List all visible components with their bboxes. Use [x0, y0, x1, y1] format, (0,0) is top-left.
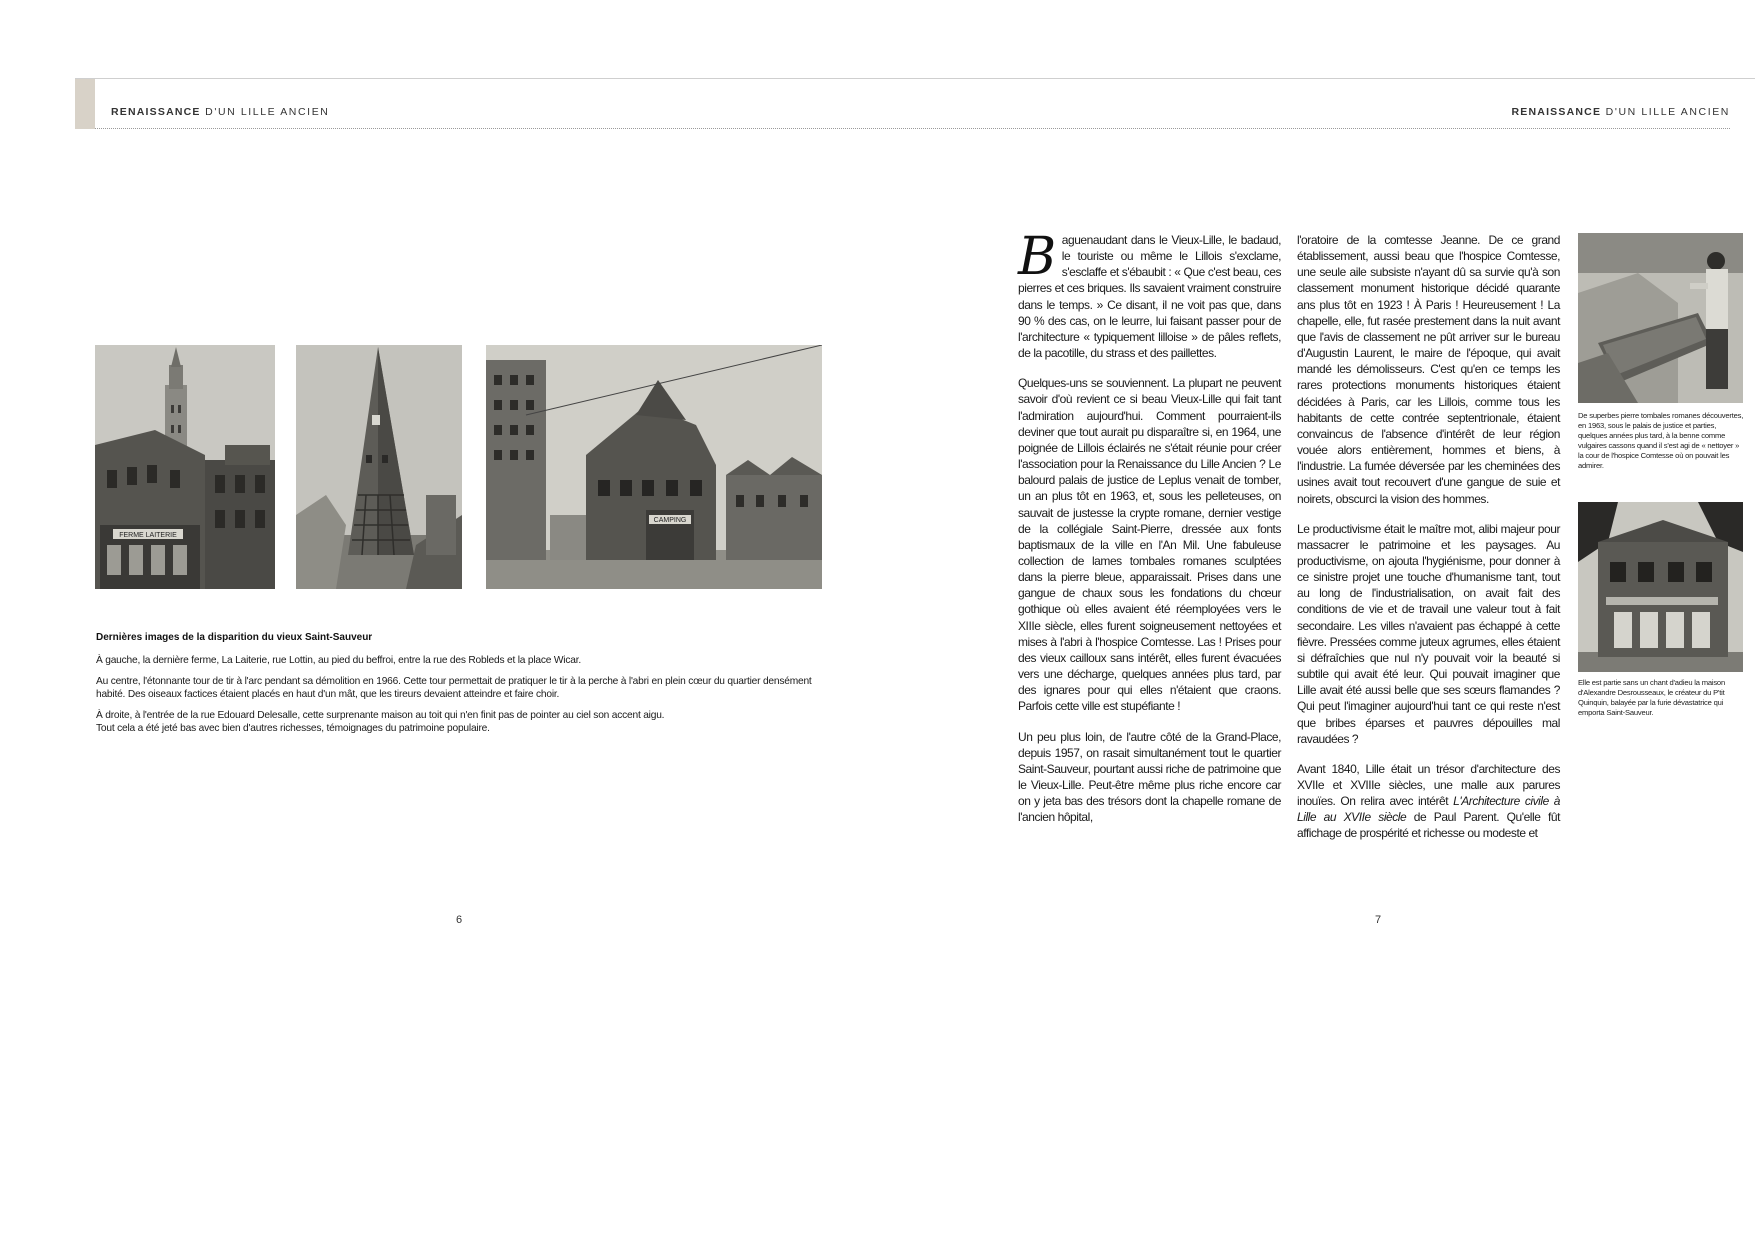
running-header-left-rest: D'UN LILLE ANCIEN [200, 106, 330, 118]
article-column-1 [1018, 227, 1281, 839]
paragraph-1-text: aguenaudant dans le Vieux-Lille, le badaud, le touriste ou même le Lillois s'exclame, s'esclaffe et s'ébaubit : « Que c'est beau, ces pierres et ces briques. Ils savaient vraiment construire dans le temps. » Ce disant, il ne voit pas que, dans 90 % des cas, on le leurre, lui faisant passer pour de l'architecture « typiquement lilloise » de pâles reflets, de la pacotille, du strass et des paillettes. [1018, 233, 1281, 361]
pointed-house-photo [486, 345, 822, 589]
paragraph-3: Un peu plus loin, de l'autre côté de la Grand-Place, depuis 1957, on rasait simultanément tout le quartier Saint-Sauveur, pourtant aussi riche de patrimoine que le Vieux-Lille. Peut-être même plus riche encore car on y jeta bas des trésors dont la chapelle romane de l'ancien hôpital, [1018, 729, 1281, 825]
page-number-right: 7 [1375, 914, 1382, 926]
photo-caption-right-line2: Tout cela a été jeté bas avec bien d'autres richesses, témoignages du patrimoine populaire. [96, 723, 490, 734]
archery-tower-photo [296, 345, 462, 589]
header-dotted-rule [95, 128, 1730, 129]
running-header-right-rest: D'UN LILLE ANCIEN [1601, 106, 1730, 118]
running-header-right [1512, 106, 1730, 118]
running-header-right-bold: RENAISSANCE [1511, 106, 1602, 118]
paragraph-6-end: de Paul Parent. Qu'elle fût affichage de prospérité et richesse ou modeste et [1297, 810, 1560, 841]
desrousseaux-house-photo [1578, 502, 1743, 672]
paragraph-6-start: Avant 1840, Lille était un trésor d'architecture des XVIIe et XVIIIe siècles, une malle aux parures inouïes. On relira avec intérêt [1297, 761, 1560, 809]
paragraph-1 [1018, 227, 1281, 361]
page-number-left: 6 [456, 914, 463, 926]
photo-caption-right-line1: À droite, à l'entrée de la rue Edouard Delesalle, cette surprenante maison au toit qui n'en finit pas de pointer au ciel son accent aigu. [96, 710, 665, 721]
drop-cap: B [1018, 227, 1056, 287]
paragraph-5: Le productivisme était le maître mot, alibi majeur pour massacrer le patrimoine et les paysages. Au productivisme, on ajouta l'hygiénisme, pour donner à ce sinistre projet une touche d'humanisme tant, tout au long de l'industrialisation, on avait fait des conditions de vie et de travail une valeur tout à fait secondaire. Les villes n'avaient pas échappé à cette fièvre. Pressées comme juteux agrumes, elles étaient si défraîchies que nul n'y pouvait voir la beauté si subtile qui avait été leur. Qui pouvait imaginer que Lille avait été aussi belle que ses sœurs flamandes ? Qui peut l'imaginer aujourd'hui tant ce qui reste n'est que bribes éparses et pauvres dépouilles mal ravaudées ? [1297, 521, 1560, 746]
side-photo-caption-2: Elle est partie sans un chant d'adieu la maison d'Alexandre Desrousseaux, le créateur du P'tit Quinquin, balayée par la furie dévastatrice qui emporta Saint-Sauveur. [1578, 678, 1725, 717]
tombstone-worker-photo [1578, 233, 1743, 403]
paragraph-6 [1297, 761, 1560, 842]
pointed-house-photo-sign: CAMPING [653, 517, 687, 524]
running-header-left [111, 106, 329, 118]
header-rule [75, 78, 1755, 79]
book-title: L'Architecture civile à Lille au XVIIe siècle [1297, 794, 1560, 825]
photo-caption-center: Au centre, l'étonnante tour de tir à l'arc pendant sa démolition en 1966. Cette tour permettait de pratiquer le tir à la perche à l'abri en plein cœur du quartier densément habité. Des oiseaux factices étaient placés en haut d'un mât, que les tireurs devaient atteindre et faire choir. [96, 676, 812, 700]
header-tab-marker [75, 79, 95, 129]
photo-caption-left: À gauche, la dernière ferme, La Laiterie, rue Lottin, au pied du beffroi, entre la rue des Robleds et la place Wicar. [96, 655, 581, 666]
photo-caption-title: Dernières images de la disparition du vieux Saint-Sauveur [96, 632, 373, 643]
belfry-photo-sign: FERME LAITERIE [119, 532, 177, 539]
running-header-left-bold: RENAISSANCE [111, 106, 201, 118]
article-column-2 [1297, 232, 1560, 856]
side-photo-caption-1: De superbes pierre tombales romanes découvertes, en 1963, sous le palais de justice et parties, quelques années plus tard, à la benne comme vulgaires cassons quand il s'est agi de « nettoyer » la cour de l'hospice Comtesse où on pouvait les admirer. [1578, 411, 1744, 470]
belfry-street-photo [95, 345, 275, 589]
paragraph-4: l'oratoire de la comtesse Jeanne. De ce grand établissement, aussi beau que l'hospice Comtesse, une seule aile subsiste n'ayant dû sa survie qu'à son classement monument historique décidé quarante ans plus tôt en 1923 ! À Paris ! Heureusement ! La chapelle, elle, fut rasée prestement dans la nuit avant que l'avis de classement ne pût arriver sur le bureau d'Augustin Laurent, le maire de l'époque, qui avait mandé les démolisseurs. C'est qu'en ce temps les rares protections monuments historiques étaient décidées à Paris, car les Lillois, comme tous les habitants de cette contrée septentrionale, étaient convaincus de l'absence d'intérêt de leur région vouée alors entièrement, hommes et biens, à l'industrie. La fumée déversée par les cheminées des usines avait tout recouvert d'une gangue de suie et noirets, obscurci la vision des hommes. [1297, 233, 1560, 506]
paragraph-2: Quelques-uns se souviennent. La plupart ne peuvent savoir d'où revient ce si beau Vieux-Lille qui fait tant l'admiration aujourd'hui. Comment pourraient-ils deviner que tout aurait pu disparaître si, en 1964, une poignée de Lillois éclairés ne s'était réunie pour créer l'association pour la Renaissance du Lille Ancien ? Le balourd palais de justice de Leplus venait de tomber, un an plus tôt en 1963, et, sous les pelleteuses, on sauvait de justesse la crypte romane, dernier vestige de la collégiale Saint-Pierre, dressée aux fonts baptismaux de la ville en l'An Mil. Une fabuleuse collection de lames tombales romanes sculptées dans la pierre bleue, apparaissait. Prises dans une gangue de chaux sous les fondations du chœur gothique où elles avaient été réemployées vers le XIIIe siècle, elles furent soigneusement nettoyées et mises à l'abri à l'hospice Comtesse. Las ! Prises pour des vieux cailloux sans intérêt, elles furent évacuées vers une décharge, quelques années plus tard, par des ignares pour qui elles n'étaient que craons. Parfois cette ville est stupéfiante ! [1018, 376, 1281, 714]
photo-caption-right [96, 709, 816, 735]
